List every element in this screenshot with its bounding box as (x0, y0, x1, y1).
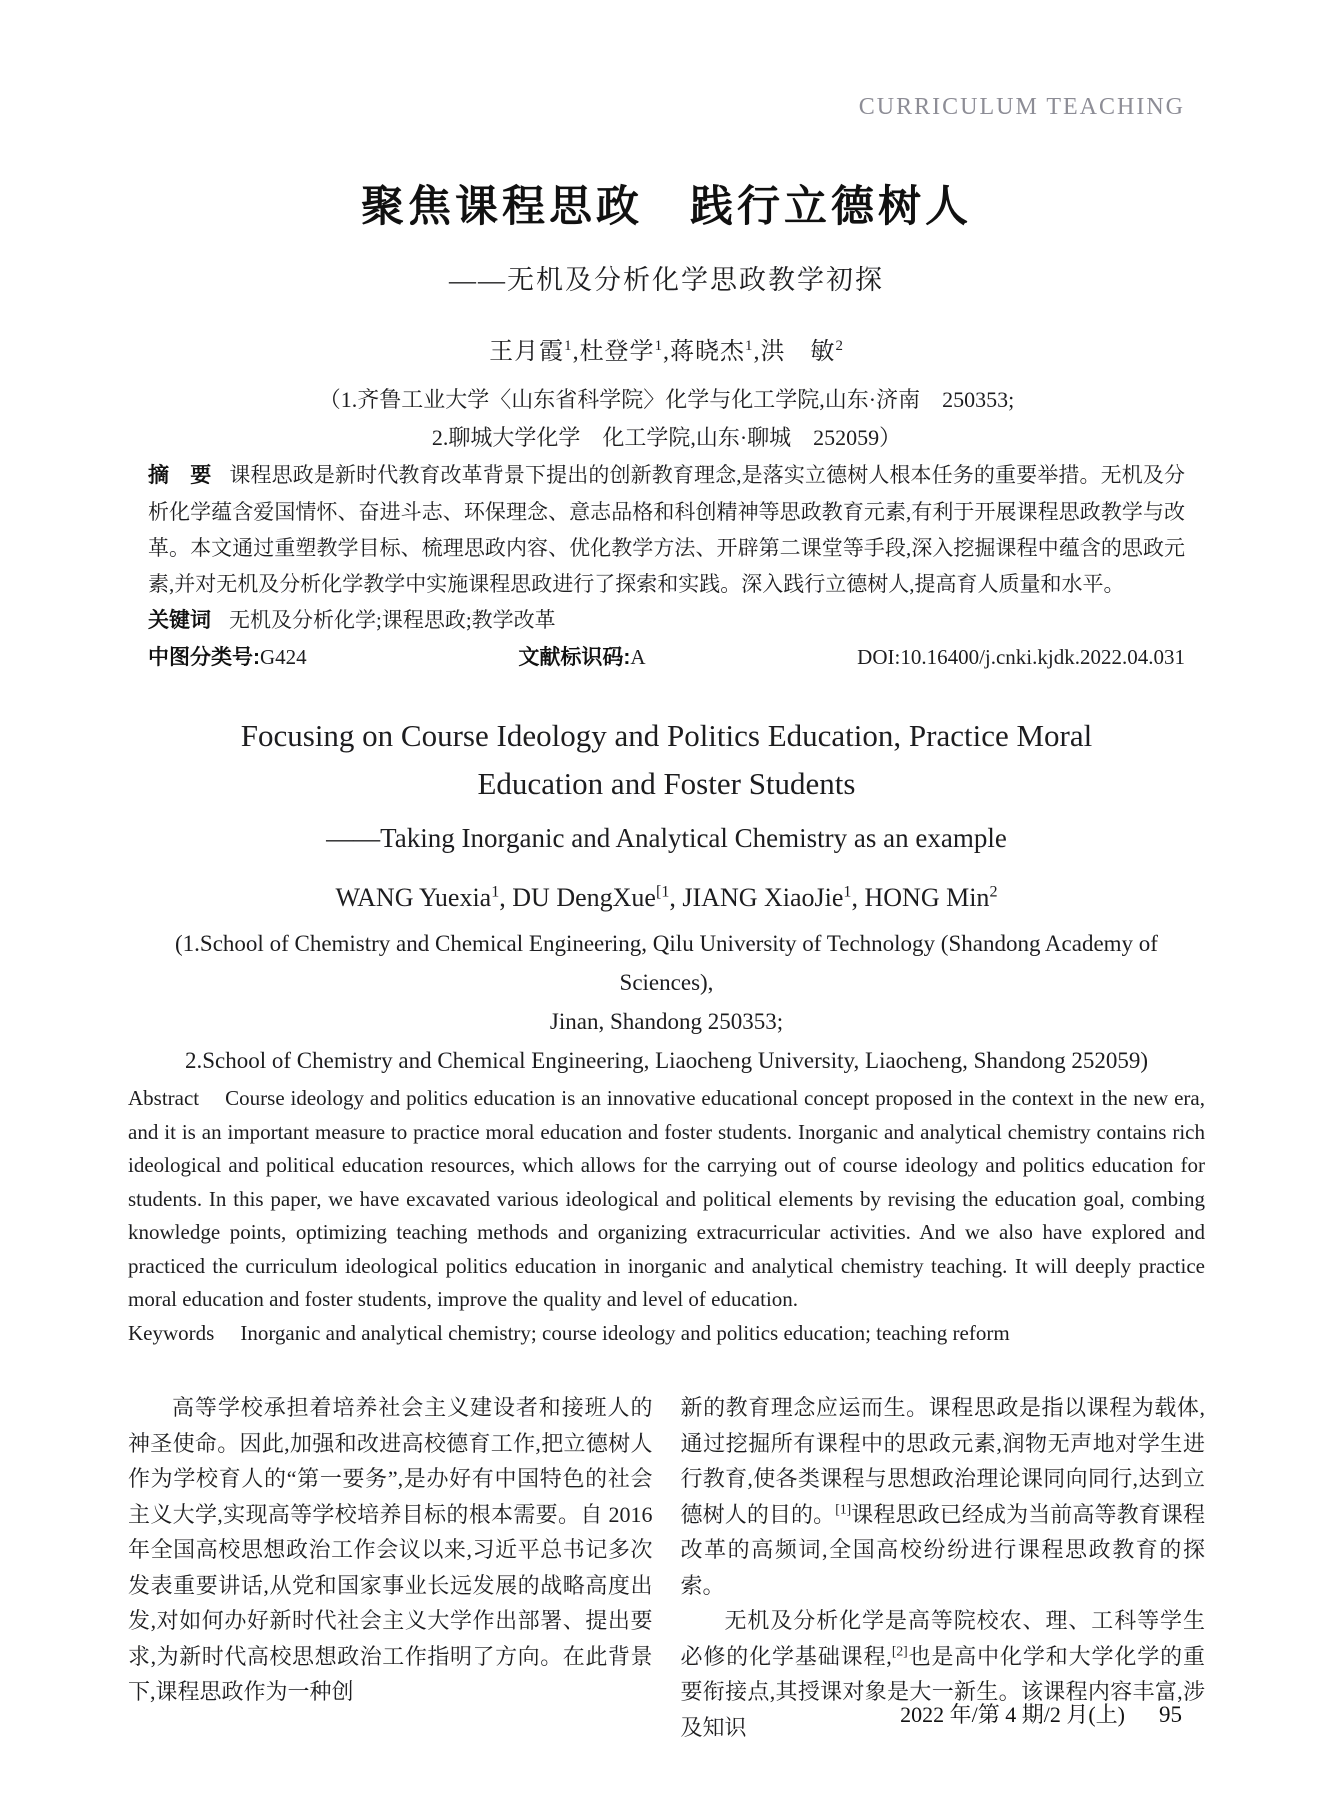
running-head: CURRICULUM TEACHING (858, 94, 1185, 120)
affiliation-en-1: (1.School of Chemistry and Chemical Engineering, Qilu University of Technology (Shandong Academy of Sciences), (175, 931, 1158, 995)
body-columns (128, 1390, 1205, 1745)
abstract-cn-block (148, 457, 1185, 676)
article-title-cn: 聚焦课程思政 践行立德树人 (361, 183, 972, 231)
article-subtitle-cn: ——无机及分析化学思政教学初探 (449, 265, 884, 295)
clc-value: G424 (260, 645, 307, 669)
keywords-label-cn: 关键词 (148, 609, 211, 632)
abstract-label-en: Abstract (128, 1086, 200, 1110)
abstract-text-en: Course ideology and politics education is an innovative educational concept proposed in the context in the new era, and it is an important measure to practice moral education and foster students. Inorganic and analytical chemistry contains rich ideological and political education resources, which allows for the carrying out of course ideology and politics education for students. In this paper, we have excavated various ideological and political elements by revising the education goal, combing knowledge points, optimizing teaching methods and organizing extracurricular activities. And we also have explored and practiced the curriculum ideological politics education in inorganic and analytical chemistry teaching. It will deeply practice moral education and foster students, improve the quality and level of education. (128, 1086, 1205, 1311)
doc-code-item (518, 639, 645, 676)
page-number: 95 (1159, 1702, 1182, 1727)
authors-cn: 王月霞$^1$,杜登学$^1$,蒋晓杰$^1$,洪 敏$^2$ (489, 338, 844, 365)
keywords-en (128, 1317, 1205, 1351)
body-paragraph-right-1: 新的教育理念应运而生。课程思政是指以课程为载体,通过挖掘所有课程中的思政元素,润物无声地对学生进行教育,使各类课程与思想政治理论课同向同行,达到立德树人的目的。[1]课程思政已经成为当前高等教育课程改革的高频词,全国高校纷纷进行课程思政教育的探索。 (680, 1395, 1205, 1598)
keywords-text-cn: 无机及分析化学;课程思政;教学改革 (229, 608, 556, 632)
page-footer (900, 1700, 1182, 1730)
clc-label: 中图分类号: (148, 646, 260, 669)
authors-en: WANG Yuexia$^1$, DU DengXue$^{[1}$, JIANG XiaoJie$^1$, HONG Min$^2$ (335, 883, 998, 912)
issue-info: 2022 年/第 4 期/2 月(上) (900, 1702, 1125, 1727)
keywords-text-en: Inorganic and analytical chemistry; course ideology and politics education; teaching reform (240, 1320, 1010, 1345)
abstract-text-cn: 课程思政是新时代教育改革背景下提出的创新教育理念,是落实立德树人根本任务的重要举措。无机及分析化学蕴含爱国情怀、奋进斗志、环保理念、意志品格和科创精神等思政教育元素,有利于开展课程思政教学与改革。本文通过重塑教学目标、梳理思政内容、优化教学方法、开辟第二课堂等手段,深入挖掘课程中蕴含的思政元素,并对无机及分析化学教学中实施课程思政进行了探索和实践。深入践行立德树人,提高育人质量和水平。 (148, 463, 1185, 596)
article-subtitle-en: ——Taking Inorganic and Analytical Chemistry as an example (326, 823, 1007, 853)
abstract-en (128, 1082, 1205, 1317)
clc-item (148, 639, 307, 676)
body-paragraph-left: 高等学校承担着培养社会主义建设者和接班人的神圣使命。因此,加强和改进高校德育工作,把立德树人作为学校育人的“第一要务”,是办好有中国特色的社会主义大学,实现高等学校培养目标的根本需要。自 2016 年全国高校思想政治工作会议以来,习近平总书记多次发表重要讲话,从党和国家事业长远发展的战略高度出发,对如何办好新时代社会主义大学作出部署、提出要求,为新时代高校思想政治工作指明了方向。在此背景下,课程思政作为一种创 (128, 1395, 653, 1704)
affiliation-en-2: Jinan, Shandong 250353; (549, 1009, 784, 1034)
affiliation-cn-1: （1.齐鲁工业大学〈山东省科学院〉化学与化工学院,山东·济南 250353; (318, 387, 1015, 412)
article-title-en (128, 712, 1205, 808)
abstract-label-cn: 摘 要 (148, 464, 212, 487)
body-column-left (128, 1390, 653, 1745)
body-column-right (681, 1390, 1206, 1745)
affiliation-en-3: 2.School of Chemistry and Chemical Engineering, Liaocheng University, Liaocheng, Shandong 252059) (184, 1048, 1149, 1073)
body-paragraph-right-2: 无机及分析化学是高等院校农、理、工科等学生必修的化学基础课程,[2]也是高中化学和大学化学的重要衔接点,其授课对象是大一新生。该课程内容丰富,涉及知识 (680, 1608, 1205, 1740)
article-title-en-line1: Focusing on Course Ideology and Politics Education, Practice Moral (240, 718, 1093, 753)
keywords-cn (148, 602, 1185, 639)
doc-code-value: A (630, 645, 646, 669)
article-title-en-line2: Education and Foster Students (477, 766, 856, 801)
affiliations-en (128, 924, 1205, 1080)
doi-text: DOI:10.16400/j.cnki.kjdk.2022.04.031 (857, 645, 1185, 669)
page-content (128, 0, 1205, 1745)
affiliation-cn-2: 2.聊城大学化学 化工学院,山东·聊城 252059） (431, 425, 902, 450)
classification-row (148, 639, 1185, 676)
doc-code-label: 文献标识码: (518, 646, 631, 669)
keywords-label-en: Keywords (128, 1320, 215, 1345)
abstract-cn (148, 457, 1185, 602)
